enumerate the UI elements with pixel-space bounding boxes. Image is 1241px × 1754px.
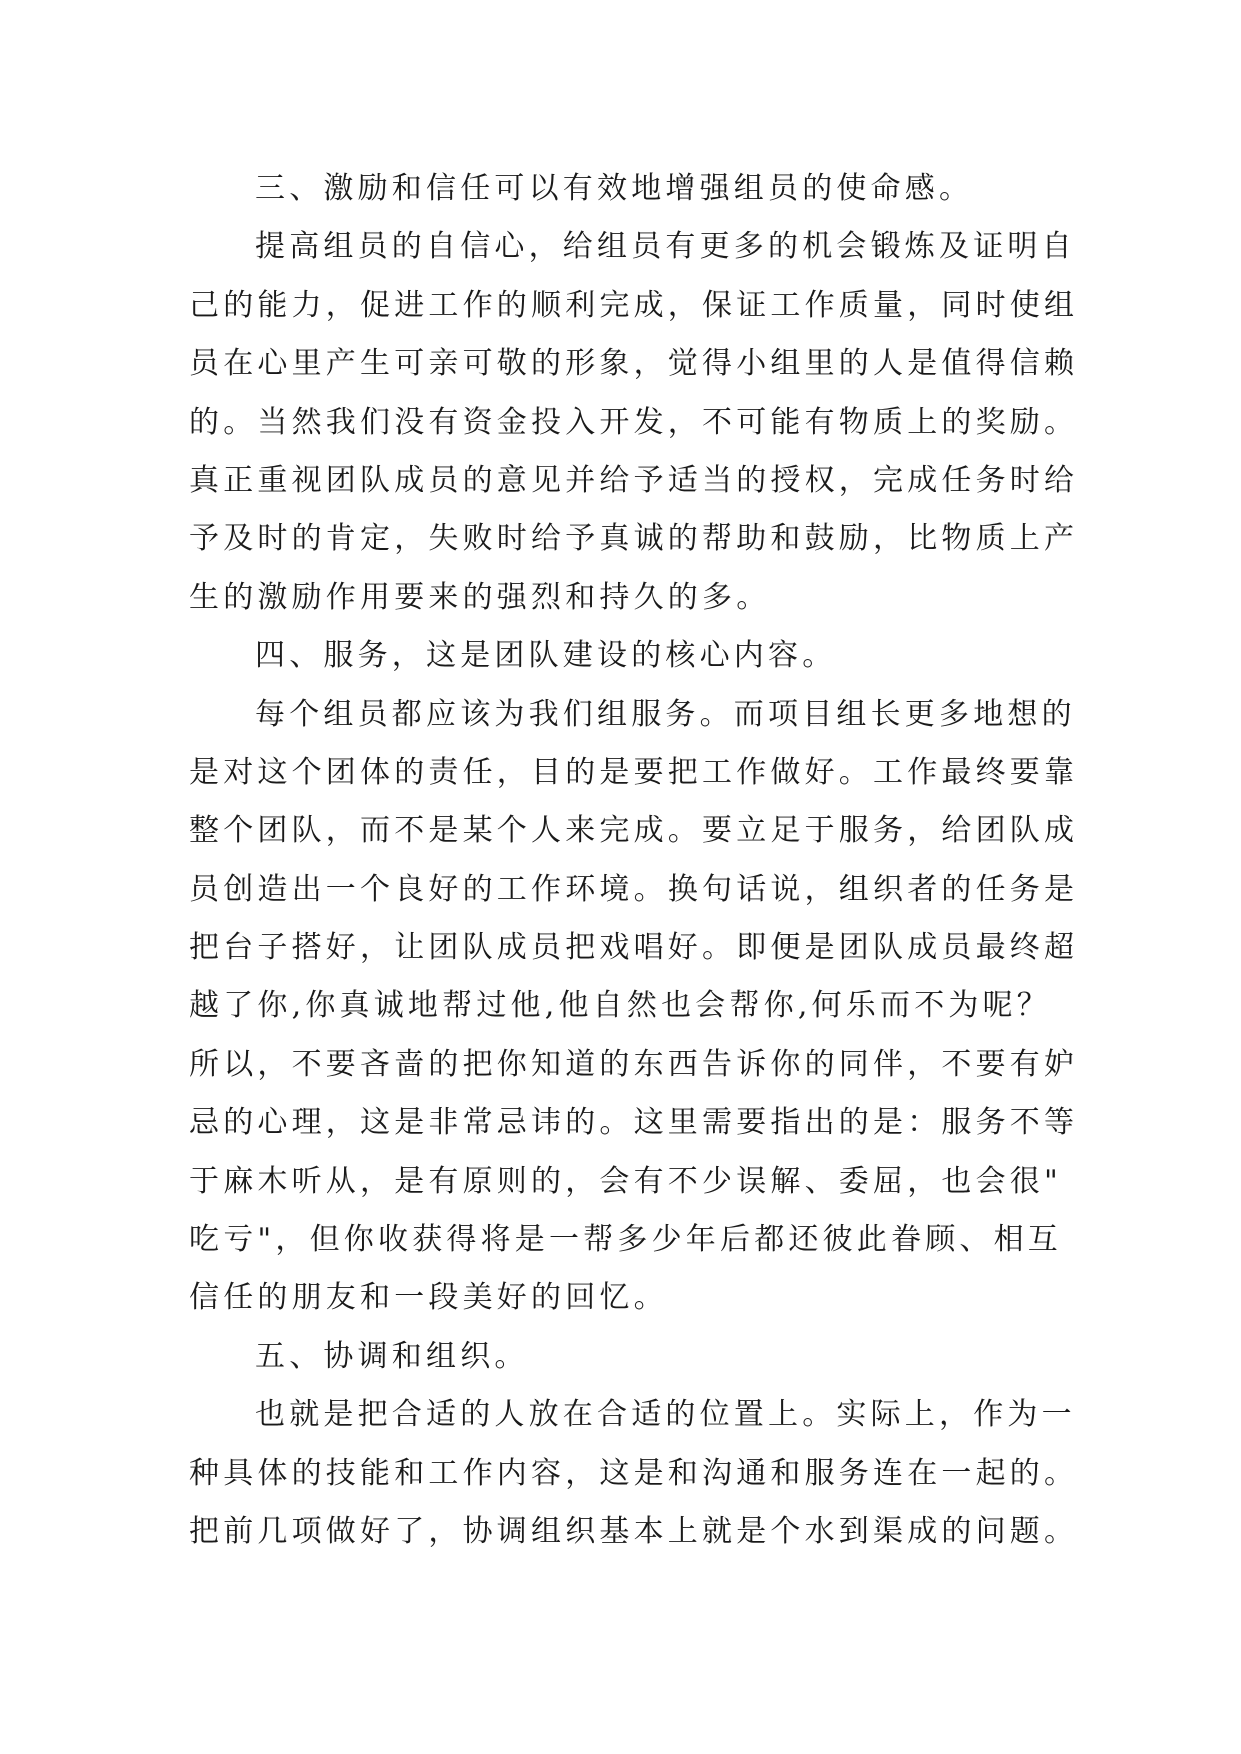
- text-line: 于麻木听从，是有原则的，会有不少误解、委屈，也会很": [189, 1163, 1062, 1199]
- text-line: 的。当然我们没有资金投入开发，不可能有物质上的奖励。: [189, 404, 1079, 440]
- document-body: [189, 160, 1079, 1561]
- text-line: 提高组员的自信心，给组员有更多的机会锻炼及证明自: [255, 229, 1076, 265]
- text-line: 所以，不要吝啬的把你知道的东西告诉你的同伴，不要有妒: [189, 1046, 1079, 1082]
- text-line: 真正重视团队成员的意见并给予适当的授权，完成任务时给: [189, 462, 1079, 498]
- text-line: 越了你,你真诚地帮过他,他自然也会帮你,何乐而不为呢？: [189, 988, 1052, 1024]
- text-line: 吃亏"，但你收获得将是一帮多少年后都还彼此眷顾、相互: [189, 1222, 1062, 1258]
- text-line: 整个团队，而不是某个人来完成。要立足于服务，给团队成: [189, 813, 1079, 849]
- text-line: 是对这个团体的责任，目的是要把工作做好。工作最终要靠: [189, 754, 1079, 790]
- text-line: 予及时的肯定，失败时给予真诚的帮助和鼓励，比物质上产: [189, 521, 1079, 557]
- text-line: 五、协调和组织。: [255, 1338, 529, 1374]
- text-line: 也就是把合适的人放在合适的位置上。实际上，作为一: [255, 1397, 1076, 1433]
- text-line: 种具体的技能和工作内容，这是和沟通和服务连在一起的。: [189, 1455, 1079, 1491]
- text-line: 四、服务，这是团队建设的核心内容。: [255, 638, 837, 674]
- text-line: 员创造出一个良好的工作环境。换句话说，组织者的任务是: [189, 871, 1079, 907]
- text-line: 生的激励作用要来的强烈和持久的多。: [189, 579, 771, 615]
- text-line: 忌的心理，这是非常忌讳的。这里需要指出的是：服务不等: [189, 1105, 1079, 1141]
- text-line: 每个组员都应该为我们组服务。而项目组长更多地想的: [255, 696, 1076, 732]
- text-line: 己的能力，促进工作的顺利完成，保证工作质量，同时使组: [189, 287, 1079, 323]
- text-line: 员在心里产生可亲可敬的形象，觉得小组里的人是值得信赖: [189, 346, 1079, 382]
- text-line: 三、激励和信任可以有效地增强组员的使命感。: [255, 171, 974, 206]
- text-line: 把前几项做好了，协调组织基本上就是个水到渠成的问题。: [189, 1513, 1079, 1549]
- text-line: 信任的朋友和一段美好的回忆。: [189, 1280, 668, 1316]
- text-line: 把台子搭好，让团队成员把戏唱好。即便是团队成员最终超: [189, 930, 1079, 966]
